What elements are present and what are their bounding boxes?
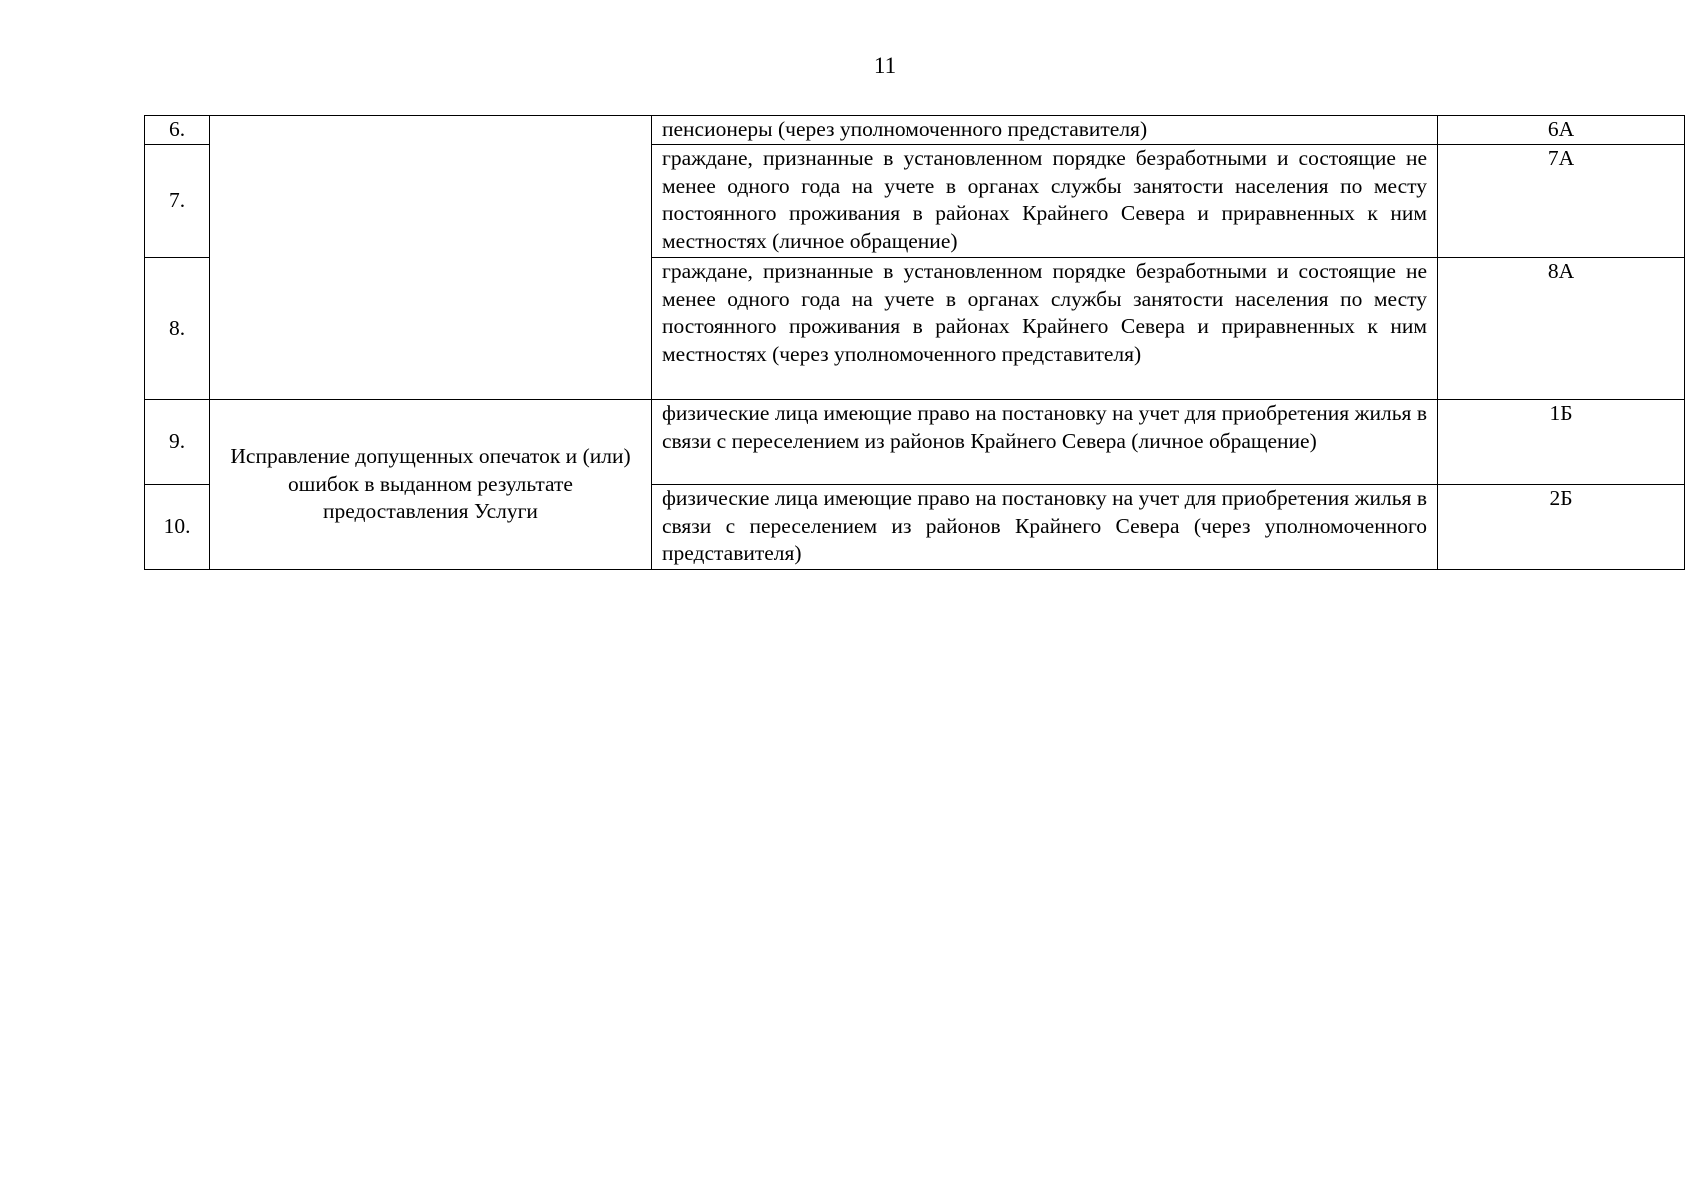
applicant-code: 1Б — [1438, 400, 1685, 485]
row-number: 10. — [145, 485, 210, 570]
applicant-description: граждане, признанные в установленном порядке безработными и состоящие не менее одного года на учете в органах службы занятости населения по месту постоянного проживания в районах Крайнего Севера и приравненных к ним местностях (личное обращение) — [652, 145, 1438, 258]
row-number: 9. — [145, 400, 210, 485]
applicant-code: 7А — [1438, 145, 1685, 258]
applicant-description: граждане, признанные в установленном порядке безработными и состоящие не менее одного года на учете в органах службы занятости населения по месту постоянного проживания в районах Крайнего Севера и приравненных к ним местностях (через уполномоченного представителя) — [652, 258, 1438, 400]
table-row — [145, 400, 1685, 485]
row-number: 8. — [145, 258, 210, 400]
applicant-description: физические лица имеющие право на постановку на учет для приобретения жилья в связи с переселением из районов Крайнего Севера (личное обращение) — [652, 400, 1438, 485]
applicant-code: 8А — [1438, 258, 1685, 400]
service-name-cell: Исправление допущенных опечаток и (или) ошибок в выданном результате предоставления Услуги — [210, 400, 652, 570]
table-row — [145, 116, 1685, 145]
applicant-description: пенсионеры (через уполномоченного представителя) — [652, 116, 1438, 145]
applicant-code: 2Б — [1438, 485, 1685, 570]
row-number: 7. — [145, 145, 210, 258]
page-number: 11 — [873, 53, 897, 78]
applicant-description: физические лица имеющие право на постановку на учет для приобретения жилья в связи с переселением из районов Крайнего Севера (через уполномоченного представителя) — [652, 485, 1438, 570]
applicant-code: 6А — [1438, 116, 1685, 145]
document-table — [144, 115, 1685, 570]
service-name-cell — [210, 116, 652, 400]
row-number: 6. — [145, 116, 210, 145]
